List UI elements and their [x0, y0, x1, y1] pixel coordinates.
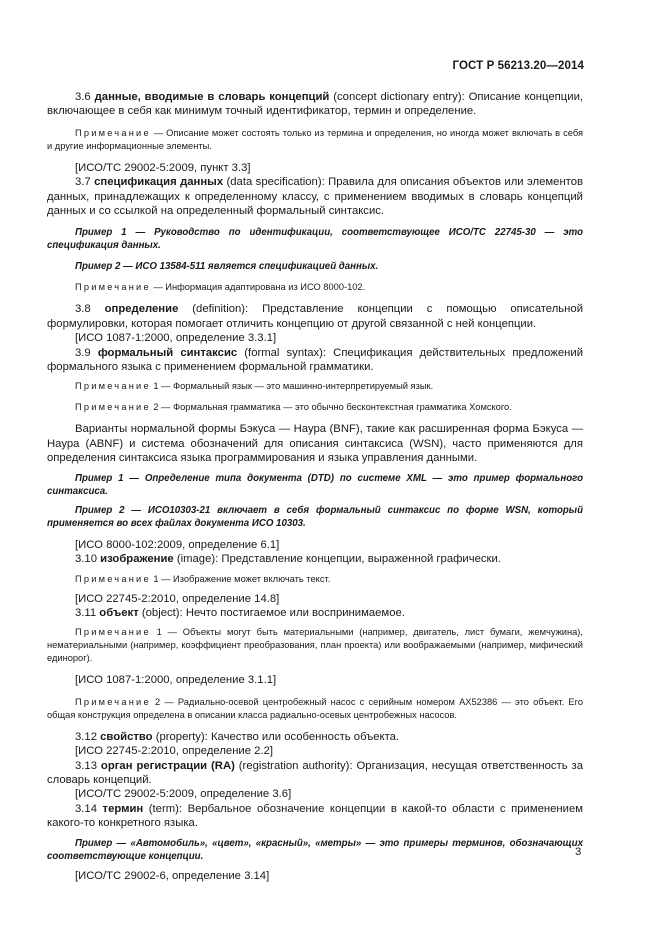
- example-3-9-2: Пример 2 — ИСО10303-21 включает в себя формальный синтаксис по форме WSN, который применяется во всех файлах документа ИСО 10303.: [47, 504, 583, 529]
- page-number: 3: [575, 846, 582, 858]
- note-3-9-2: Примечание 2 — Формальная грамматика — это обычно бесконтекстная грамматика Хомского.: [75, 402, 512, 413]
- reference-3-14: [ИСО/ТС 29002-6, определение 3.14]: [75, 869, 270, 882]
- reference-3-10: [ИСО 22745-2:2010, определение 14.8]: [75, 592, 280, 605]
- term-3-12: 3.12 свойство (property): Качество или особенность объекта.: [75, 730, 400, 743]
- term-3-9: 3.9 формальный синтаксис (formal syntax): Спецификация действительных предложений формального языка с применением формальной грамматики.: [47, 346, 584, 374]
- standard-header: ГОСТ Р 56213.20—2014: [452, 60, 584, 72]
- example-3-14: Пример — «Автомобиль», «цвет», «красный», «метры» — это примеры терминов, обозначающих соответствующие концепции.: [47, 837, 583, 862]
- note-3-11-2: Примечание 2 — Радиально-осевой центробежный насос с серийным номером АХ52386 — это объект. Его общая конструкция определена в описании класса радиально-осевых центробежных насосов.: [47, 696, 583, 720]
- reference-3-11: [ИСО 1087-1:2000, определение 3.1.1]: [75, 674, 277, 687]
- note-3-11-1: Примечание 1 — Объекты могут быть материальными (например, двигатель, лист бумаги, жемчужина), нематериальными (например, коэффициент преобразования, план проекта) или воображаемыми (например, мифический единорог).: [47, 627, 583, 664]
- example-3-7-1: Пример 1 — Руководство по идентификации, соответствующее ИСО/ТС 22745-30 — это спецификация данных.: [47, 227, 583, 252]
- note-3-7: Примечание — Информация адаптирована из ИСО 8000-102.: [75, 282, 366, 293]
- reference-3-9: [ИСО 8000-102:2009, определение 6.1]: [75, 538, 280, 551]
- term-3-6: 3.6 данные, вводимые в словарь концепций (concept dictionary entry): Описание концепции, включающее в себя как минимум точный идентификатор, термин и определение.: [47, 91, 584, 118]
- term-3-14: 3.14 термин (term): Вербальное обозначение концепции в какой-то области с применением какого-то конкретного языка.: [47, 802, 583, 830]
- note-3-10: Примечание 1 — Изображение может включать текст.: [75, 573, 331, 584]
- term-3-13: 3.13 орган регистрации (RA) (registration authority): Организация, несущая ответственность за словарь концепций.: [47, 759, 583, 786]
- example-3-7-2: Пример 2 — ИСО 13584-511 является спецификацией данных.: [75, 261, 379, 273]
- paragraph-3-9: Варианты нормальной формы Бэкуса — Наура (BNF), такие как расширенная форма Бэкуса — Наура (ABNF) и система обозначений для описания синтаксиса (WSN), часто применяются для определения синтаксиса языка программирования и языка управления данными.: [47, 423, 583, 465]
- term-3-11: 3.11 объект (object): Нечто постигаемое или воспринимаемое.: [75, 606, 405, 619]
- reference-3-12: [ИСО 22745-2:2010, определение 2.2]: [75, 745, 274, 758]
- note-3-6: Примечание — Описание может состоять только из термина и определения, но иногда может включать в себя и другие информационные элементы.: [47, 127, 583, 151]
- reference-3-6: [ИСО/ТС 29002-5:2009, пункт 3.3]: [75, 161, 251, 174]
- example-3-9-1: Пример 1 — Определение типа документа (DTD) по системе XML — это пример формального синтаксиса.: [47, 472, 583, 497]
- page-content: [47, 90, 583, 883]
- term-3-7: 3.7 спецификация данных (data specification): Правила для описания объектов или элементов данных, принадлежащих к определенному классу, с применением вводимых в словарь концепций данных и со ссылкой на определенный формальный синтаксис.: [47, 176, 584, 218]
- reference-3-13: [ИСО/ТС 29002-5:2009, определение 3.6]: [75, 788, 292, 801]
- note-3-9-1: Примечание 1 — Формальный язык — это машинно-интерпретируемый язык.: [75, 381, 434, 392]
- term-3-10: 3.10 изображение (image): Представление концепции, выраженной графически.: [75, 553, 501, 566]
- term-3-8: 3.8 определение (definition): Представление концепции с помощью описательной формулировки, которая помогает отличить концепцию от другой связанной с ней концепции.: [47, 303, 583, 330]
- reference-3-8: [ИСО 1087-1:2000, определение 3.3.1]: [75, 332, 277, 345]
